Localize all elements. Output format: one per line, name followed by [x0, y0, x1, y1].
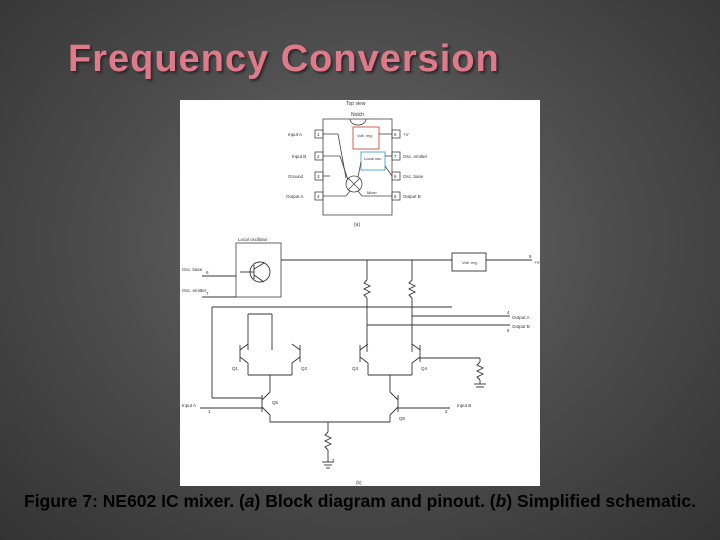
pin-8-label: +V [403, 132, 409, 137]
vcc-label: +V [534, 260, 540, 265]
sub-label-a: (a) [354, 222, 361, 228]
ground-pin: 3 [332, 458, 335, 463]
pin-3-num: 3 [317, 174, 320, 179]
q4-transistor [412, 344, 420, 363]
pin-4-num: 4 [317, 194, 320, 199]
input-a-label: Input A [182, 403, 197, 408]
input-a-pin: 1 [208, 409, 211, 414]
vcc-pin: 8 [529, 254, 532, 259]
figure-caption [10, 490, 710, 512]
pin-4-label: Output A [286, 194, 304, 199]
pin-5-label: Output B [403, 194, 421, 199]
local-osc-block [361, 152, 385, 170]
pin-2-label: Input B [292, 154, 307, 159]
caption-prefix: Figure 7: NE602 IC mixer. ( [24, 491, 245, 511]
pin-1-num: 1 [317, 132, 320, 137]
pin-7-label: Osc. emitter [403, 154, 428, 159]
notch-label: Notch [351, 112, 365, 118]
top-view-label: Top view [346, 101, 366, 107]
q2-transistor [292, 344, 300, 363]
q5-transistor [262, 392, 270, 415]
pin-5-num: 5 [394, 194, 397, 199]
volt-reg-label: Volt. reg. [357, 133, 373, 138]
pin-3-label: Ground [288, 174, 304, 179]
q6-transistor [390, 392, 398, 415]
output-a-label: Output A [512, 315, 530, 320]
slide-title: Frequency Conversion [68, 38, 500, 80]
output-a-pin: 4 [507, 310, 510, 315]
pin-6-label: Osc. base [403, 174, 424, 179]
pin-7-num: 7 [394, 154, 397, 159]
q1-transistor [240, 344, 248, 363]
sub-label-b: (b) [356, 480, 362, 485]
input-b-pin: 2 [445, 409, 448, 414]
osc-base-pin: 6 [206, 270, 209, 275]
caption-a-letter: a [244, 491, 255, 511]
local-osc-label: Local osc. [364, 156, 383, 161]
caption-suffix: ) Simplified schematic. [506, 491, 696, 511]
osc-emitter-label: Osc. emitter [182, 288, 207, 293]
mixer-label: Mixer [367, 190, 377, 195]
pin-1-label: Input A [288, 132, 303, 137]
schematic-b [200, 243, 532, 468]
pin-8-num: 8 [394, 132, 397, 137]
volt-reg-b-label: Volt. reg. [462, 260, 478, 265]
caption-b-letter: b [495, 491, 507, 511]
q1-label: Q1 [232, 366, 239, 371]
osc-emitter-pin: 7 [206, 291, 209, 296]
block-diagram-a [315, 101, 400, 228]
output-b-pin: 5 [507, 328, 510, 333]
schematic-figure [180, 100, 540, 486]
pin-2-num: 2 [317, 154, 320, 159]
q2-label: Q2 [301, 366, 308, 371]
q5-label: Q5 [272, 400, 279, 405]
local-oscillator-label: Local oscillator [238, 237, 268, 242]
volt-reg-block [353, 127, 379, 149]
input-b-label: Input B [457, 403, 472, 408]
caption-mid: ) Block diagram and pinout. ( [254, 491, 496, 511]
q4-label: Q4 [421, 366, 428, 371]
q3-label: Q3 [352, 366, 359, 371]
local-oscillator-box [236, 243, 281, 297]
pin-6-num: 6 [394, 174, 397, 179]
osc-base-label: Osc. base [182, 267, 203, 272]
output-b-label: Output B [512, 324, 530, 329]
q6-label: Q6 [399, 416, 406, 421]
